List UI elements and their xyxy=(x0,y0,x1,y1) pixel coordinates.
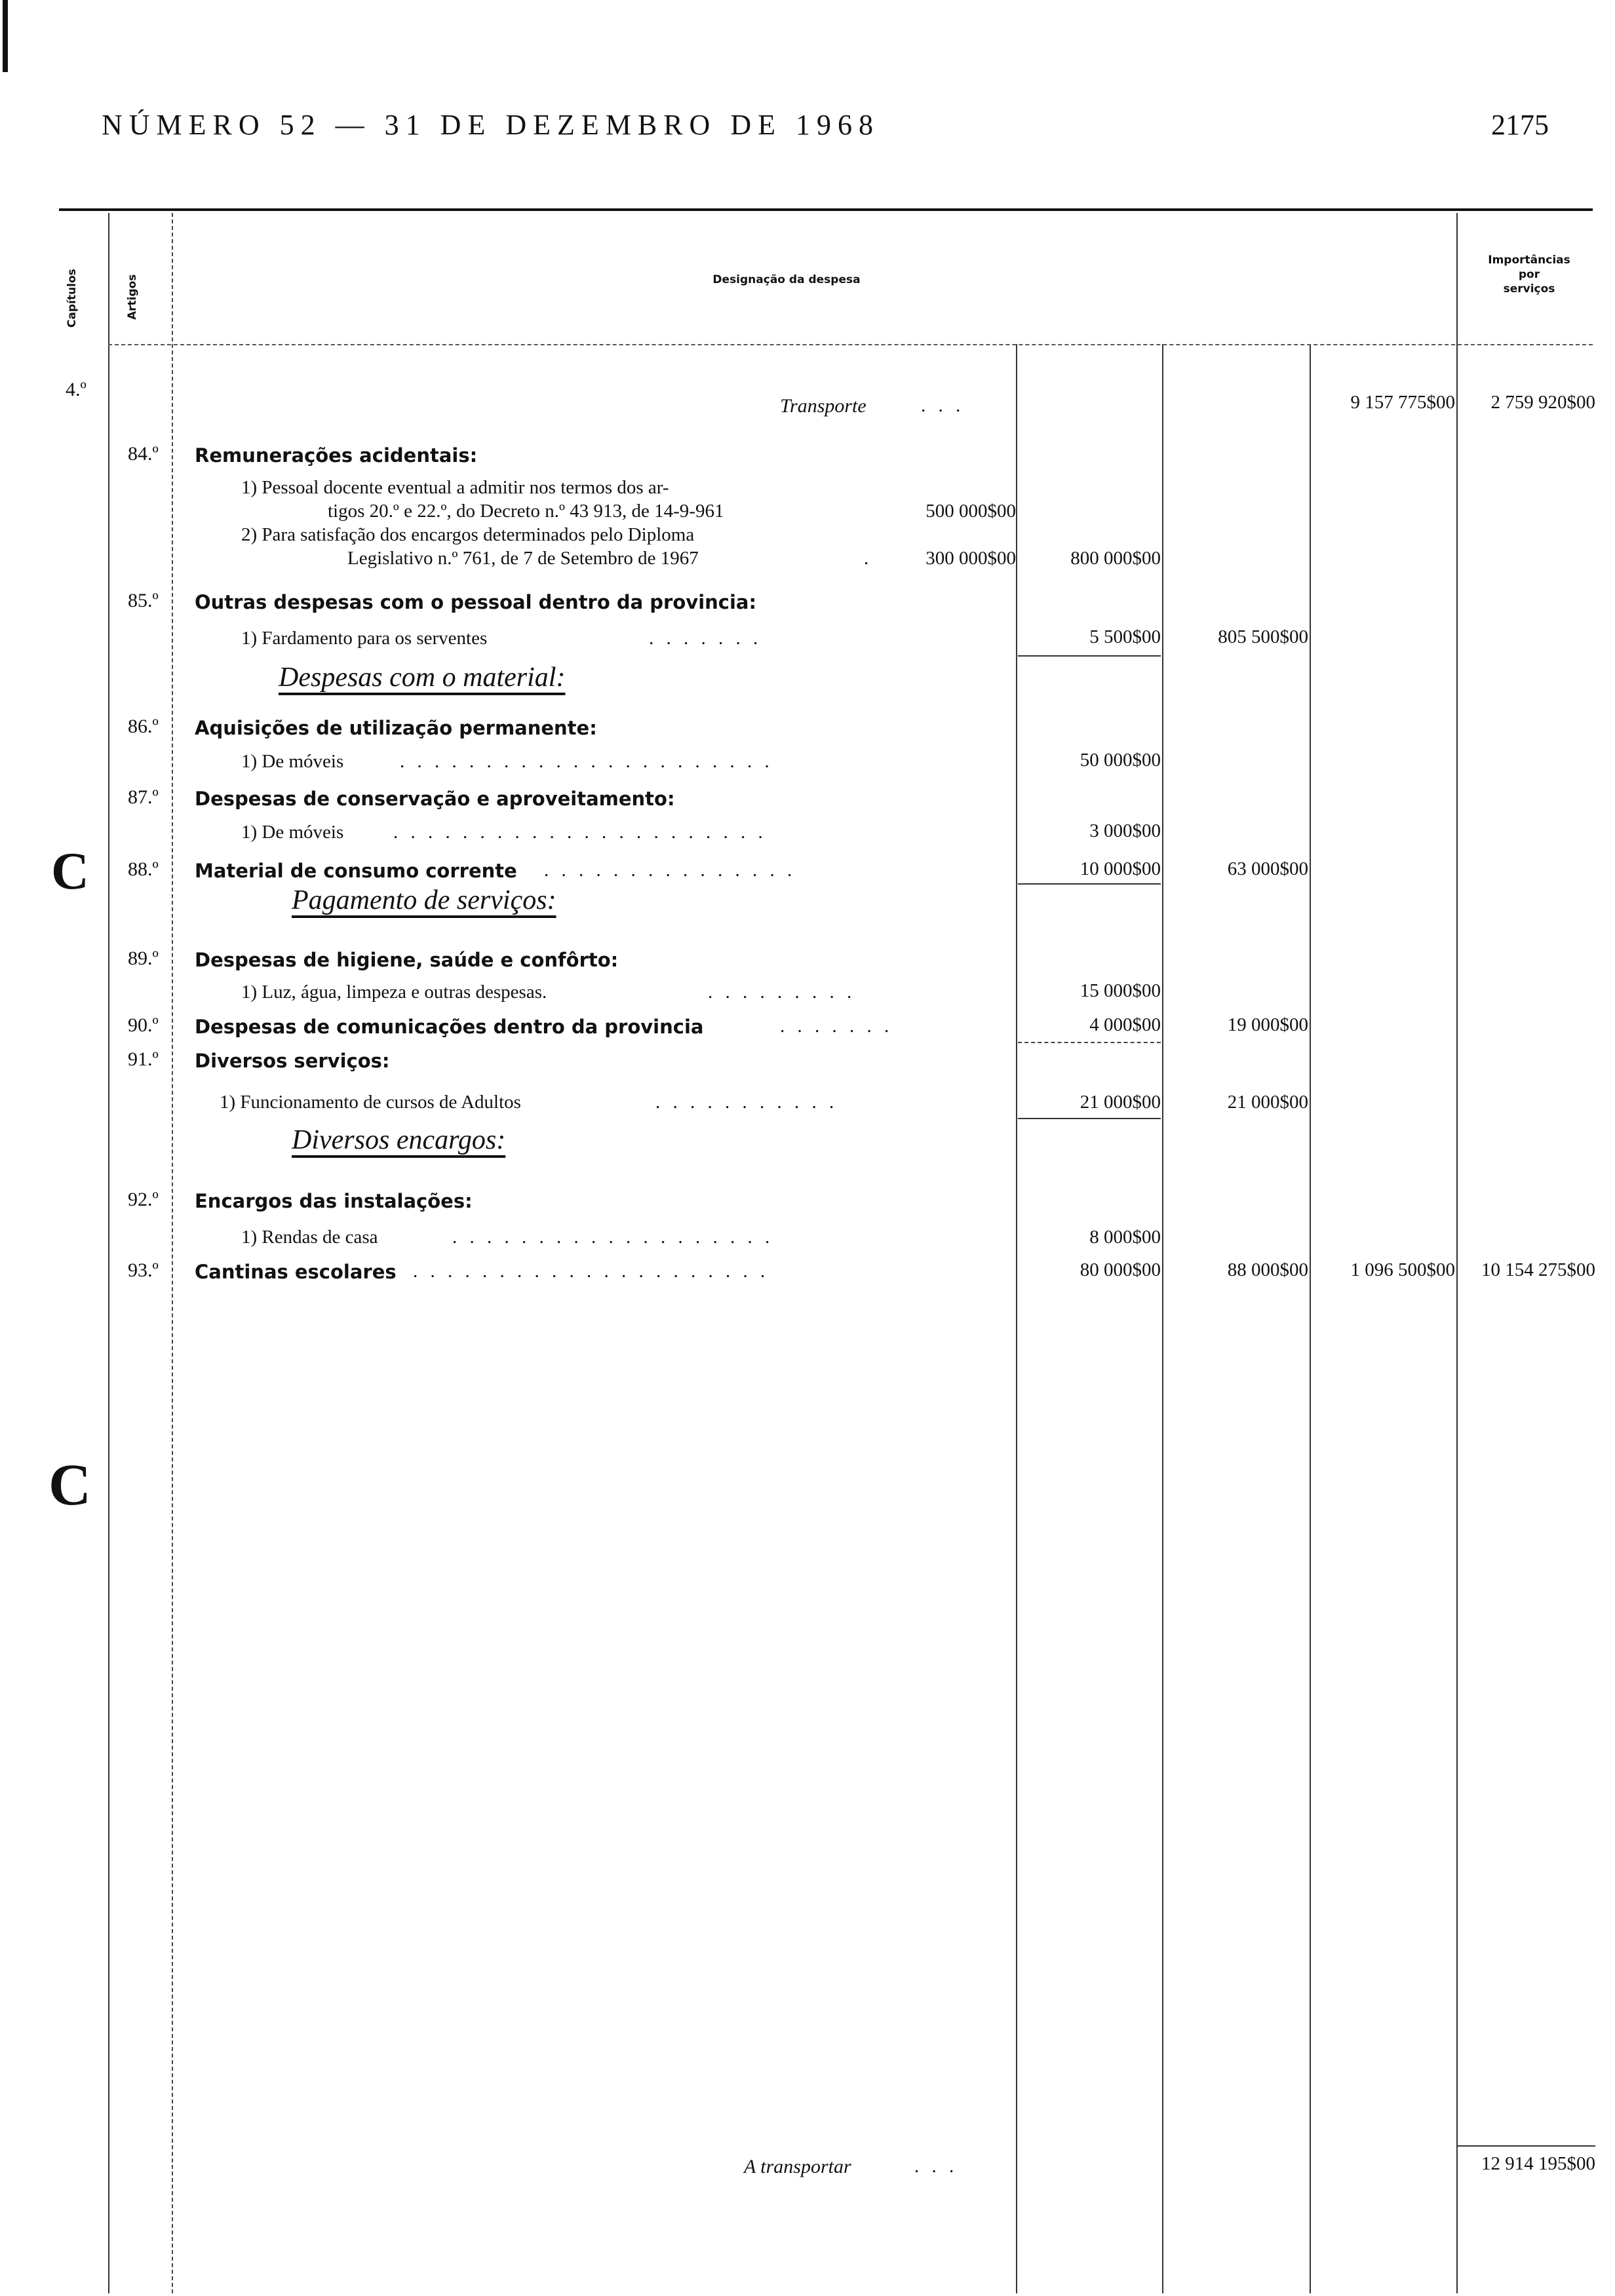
article-title: Aquisições de utilização permanente: xyxy=(195,717,597,739)
group-total: 19 000$00 xyxy=(1227,1014,1308,1035)
a-transportar-amount: 12 914 195$00 xyxy=(1481,2153,1595,2174)
article-number: 86.º xyxy=(128,716,159,737)
item-line: 1) Funcionamento de cursos de Adultos xyxy=(220,1092,521,1113)
column-rule xyxy=(1016,344,1017,2293)
chapter-total: 1 096 500$00 xyxy=(1350,1259,1455,1280)
header-rule xyxy=(59,208,1593,211)
col-head-designacao: Designação da despesa xyxy=(712,273,861,286)
subtotal-rule xyxy=(1018,655,1161,657)
section-heading: Diversos encargos: xyxy=(292,1125,506,1155)
leader-dots: . . . . . . . . . . . . . . . . . . . . . xyxy=(413,1261,769,1282)
item-amount: 500 000$00 xyxy=(925,501,1016,522)
column-rule xyxy=(108,213,109,2293)
column-rule xyxy=(1310,344,1311,2293)
leader-dots: . xyxy=(864,548,873,569)
a-transportar-label: A transportar xyxy=(744,2156,851,2177)
subtotal-rule xyxy=(1018,883,1161,885)
item-line: 1) De móveis xyxy=(241,751,344,772)
margin-mark xyxy=(3,0,8,72)
article-title: Despesas de conservação e aproveitamento: xyxy=(195,788,675,810)
article-number: 93.º xyxy=(128,1259,159,1281)
article-title: Despesas de comunicações dentro da provincia xyxy=(195,1016,704,1038)
subtotal-rule xyxy=(1018,1042,1161,1043)
item-amount: 10 000$00 xyxy=(1080,858,1161,879)
col-head-artigos: Artigos xyxy=(126,274,139,320)
leader-dots: . . . . . . . . . . . . . . . . . . . . . . xyxy=(400,751,773,772)
col-head-importancias: Importâncias por serviços xyxy=(1488,254,1570,296)
column-rule xyxy=(1162,344,1163,2293)
article-number: 92.º xyxy=(128,1189,159,1210)
item-amount: 15 000$00 xyxy=(1080,980,1161,1001)
transporte-col4: 9 157 775$00 xyxy=(1350,392,1455,413)
item-line: 1) Luz, água, limpeza e outras despesas. xyxy=(241,982,547,1003)
article-title: Material de consumo corrente xyxy=(195,860,517,882)
article-number: 91.º xyxy=(128,1048,159,1070)
leader-dots: . . . . . . . . . . . xyxy=(655,1092,838,1113)
col-head-capitulos: Capítulos xyxy=(66,269,79,328)
footer-leader: . . . xyxy=(914,2156,958,2177)
item-amount: 3 000$00 xyxy=(1089,820,1161,841)
footer-rule xyxy=(1458,2145,1595,2147)
item-line: 2) Para satisfação dos encargos determinados pelo Diploma xyxy=(241,524,695,545)
leader-dots: . . . . . . . xyxy=(780,1016,893,1037)
item-amount: 8 000$00 xyxy=(1089,1227,1161,1248)
transporte-label: Transporte xyxy=(780,395,866,417)
article-number: 85.º xyxy=(128,590,159,611)
binding-hole-mark: C xyxy=(49,1453,91,1518)
column-header-rule xyxy=(108,344,1593,345)
group-total: 21 000$00 xyxy=(1227,1092,1308,1113)
leader-dots: . . . . . . . xyxy=(649,628,762,649)
page-number: 2175 xyxy=(1491,109,1549,141)
binding-hole-mark: C xyxy=(51,843,89,900)
item-amount: 80 000$00 xyxy=(1080,1259,1161,1280)
item-amount: 4 000$00 xyxy=(1089,1014,1161,1035)
article-title: Outras despesas com o pessoal dentro da provincia: xyxy=(195,591,757,613)
item-line: tigos 20.º e 22.º, do Decreto n.º 43 913, de 14-9-961 xyxy=(328,501,724,522)
leader-dots: . . . . . . . . . . . . . . . . . . . xyxy=(452,1227,774,1248)
subtotal-rule xyxy=(1018,1118,1161,1119)
leader-dots: . . . . . . . . . . . . . . . xyxy=(544,860,796,881)
group-total: 88 000$00 xyxy=(1227,1259,1308,1280)
article-number: 87.º xyxy=(128,786,159,808)
item-line: 1) Pessoal docente eventual a admitir nos termos dos ar- xyxy=(241,477,669,498)
item-line: Legislativo n.º 761, de 7 de Setembro de 1967 xyxy=(347,548,699,569)
transporte-col5: 2 759 920$00 xyxy=(1490,392,1595,413)
page-header-title: NÚMERO 52 — 31 DE DEZEMBRO DE 1968 xyxy=(102,109,880,141)
article-number: 90.º xyxy=(128,1014,159,1036)
item-line: 1) Rendas de casa xyxy=(241,1227,378,1248)
chapter-number: 4.º xyxy=(66,379,87,400)
item-amount: 300 000$00 xyxy=(925,548,1016,569)
article-title: Encargos das instalações: xyxy=(195,1190,473,1212)
article-number: 88.º xyxy=(128,858,159,880)
article-title: Cantinas escolares xyxy=(195,1261,397,1283)
column-rule xyxy=(1456,213,1458,2293)
article-title: Diversos serviços: xyxy=(195,1050,390,1072)
article-number: 84.º xyxy=(128,443,159,465)
item-line: 1) De móveis xyxy=(241,822,344,843)
article-title: Despesas de higiene, saúde e confôrto: xyxy=(195,949,619,971)
running-total: 10 154 275$00 xyxy=(1481,1259,1595,1280)
item-amount: 5 500$00 xyxy=(1089,626,1161,647)
article-title: Remunerações acidentais: xyxy=(195,444,478,467)
section-heading: Despesas com o material: xyxy=(279,662,566,693)
column-rule xyxy=(172,213,173,2293)
leader-dots: . . . . . . . . . xyxy=(708,982,856,1003)
transporte-leader: . . . xyxy=(921,395,965,416)
group-total: 805 500$00 xyxy=(1218,626,1308,647)
leader-dots: . . . . . . . . . . . . . . . . . . . . . . xyxy=(393,822,767,843)
subtotal-amount: 800 000$00 xyxy=(1070,548,1161,569)
item-amount: 21 000$00 xyxy=(1080,1092,1161,1113)
article-number: 89.º xyxy=(128,947,159,969)
group-total: 63 000$00 xyxy=(1227,858,1308,879)
item-line: 1) Fardamento para os serventes xyxy=(241,628,488,649)
section-heading: Pagamento de serviços: xyxy=(292,885,556,915)
item-amount: 50 000$00 xyxy=(1080,750,1161,771)
